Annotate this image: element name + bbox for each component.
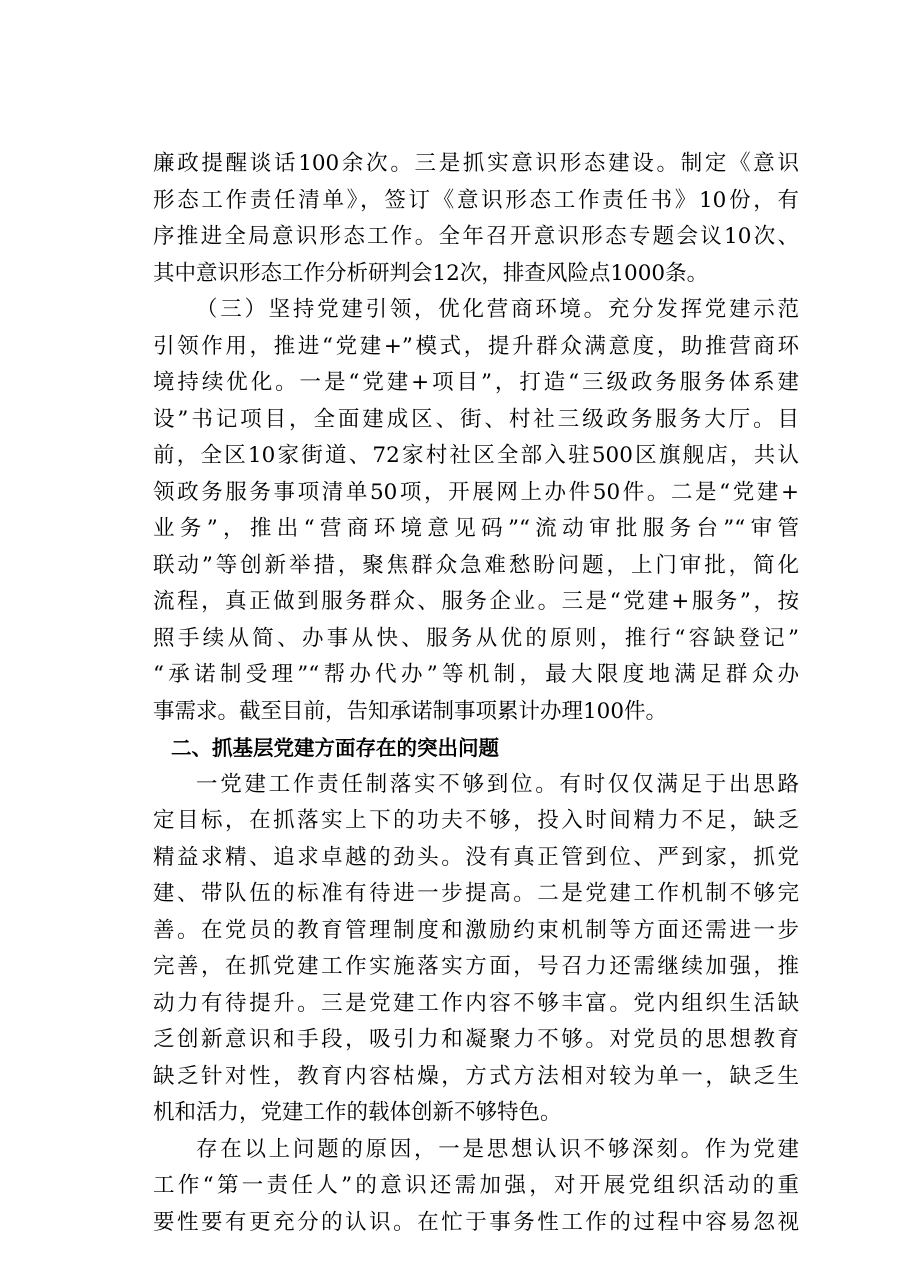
text-line: （三）坚持党建引领，优化营商环境。充分发挥党建示范	[196, 297, 799, 322]
text-line: 序推进全局意识形态工作。全年召开意识形态专题会议10次、	[153, 224, 799, 249]
text-line: 善。在党员的教育管理制度和激励约束机制等方面还需进一步	[153, 917, 799, 943]
text-line: 工作“第一责任人”的意识还需加强，对开展党组织活动的重	[153, 1173, 799, 1198]
text-line: 一党建工作责任制落实不够到位。有时仅仅满足于出思路	[196, 771, 799, 797]
text-line: 形态工作责任清单》，签订《意识形态工作责任书》10份，有	[153, 187, 799, 213]
text-line: 乏创新意识和手段，吸引力和凝聚力不够。对党员的思想教育	[153, 1027, 799, 1052]
text-line: 其中意识形态工作分析研判会12次，排查风险点1000条。	[153, 260, 709, 286]
text-line: 设”书记项目，全面建成区、街、村社三级政务服务大厅。目	[153, 406, 799, 432]
text-line: 动力有待提升。三是党建工作内容不够丰富。党内组织生活缺	[153, 990, 799, 1016]
text-line: 廉政提醒谈话100余次。三是抓实意识形态建设。制定《意识	[153, 151, 799, 176]
text-line: 存在以上问题的原因，一是思想认识不够深刻。作为党建	[196, 1136, 799, 1162]
text-line: 业务”，推出“营商环境意见码”“流动审批服务台”“审管	[153, 516, 799, 541]
text-line: 缺乏针对性，教育内容枯燥，方式方法相对较为单一，缺乏生	[153, 1063, 799, 1089]
text-line: “承诺制受理”“帮办代办”等机制，最大限度地满足群众办	[153, 662, 799, 687]
text-line: 引领作用，推进“党建+”模式，提升群众满意度，助推营商环	[153, 333, 799, 359]
text-line: 境持续优化。一是“党建+项目”，打造“三级政务服务体系建	[153, 370, 799, 395]
text-line: 建、带队伍的标准有待进一步提高。二是党建工作机制不够完	[153, 881, 799, 906]
text-line: 定目标，在抓落实上下的功夫不够，投入时间精力不足，缺乏	[153, 808, 799, 833]
text-line: 精益求精、追求卓越的劲头。没有真正管到位、严到家，抓党	[153, 844, 799, 870]
text-line: 流程，真正做到服务群众、服务企业。三是“党建+服务”，按	[153, 589, 799, 614]
section-heading: 二、抓基层党建方面存在的突出问题	[171, 736, 499, 760]
text-line: 完善，在抓党建工作实施落实方面，号召力还需继续加强，推	[153, 954, 799, 979]
text-line: 照手续从简、办事从快、服务从优的原则，推行“容缺登记”	[153, 625, 799, 651]
text-line: 事需求。截至目前，告知承诺制事项累计办理100件。	[153, 698, 668, 724]
text-line: 联动”等创新举措，聚焦群众急难愁盼问题，上门审批，简化	[153, 552, 799, 578]
text-line: 要性要有更充分的认识。在忙于事务性工作的过程中容易忽视	[153, 1209, 799, 1235]
text-line: 领政务服务事项清单50项，开展网上办件50件。二是“党建+	[153, 479, 799, 505]
text-line: 前，全区10家街道、72家村社区全部入驻500区旗舰店，共认	[153, 443, 799, 468]
document-body	[153, 146, 799, 1241]
text-line: 机和活力，党建工作的载体创新不够特色。	[153, 1100, 562, 1125]
